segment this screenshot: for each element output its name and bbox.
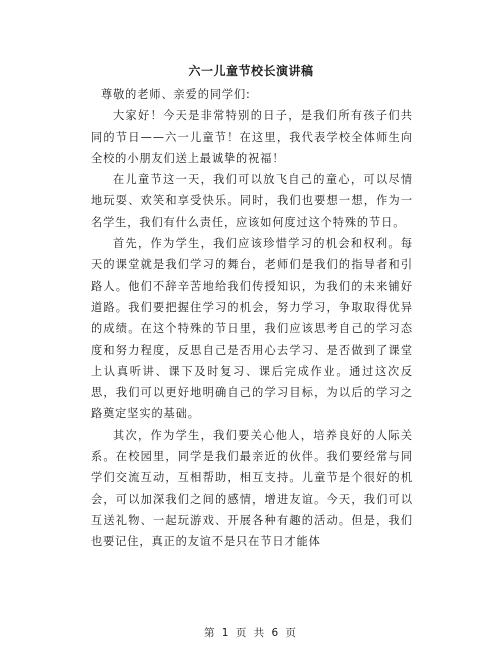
paragraph-greeting: 大家好！今天是非常特别的日子，是我们所有孩子们共同的节日——六一儿童节！在这里，我代表学校全体师生向全校的小朋友们送上最诚挚的祝福！ xyxy=(91,109,413,165)
document-title: 六一儿童节校长演讲稿 xyxy=(188,64,314,78)
salutation: 尊敬的老师、亲爱的同学们: xyxy=(101,88,251,101)
paragraph-study: 首先，作为学生，我们应该珍惜学习的机会和权利。每天的课堂就是我们学习的舞台，老师们是我们的指导者和引路人。他们不辞辛苦地给我们传授知识，为我们的未来铺好道路。我们要把握住学习的机会，努力学习，争取取得优异的成绩。在这个特殊的节日里，我们应该思考自己的学习态度和努力程度，反思自己是否用心去学习、是否做到了课堂上认真听讲、课下及时复习、课后完成作业。通过这次反思，我们可以更好地明确自己的学习目标，为以后的学习之路奠定坚实的基础。 xyxy=(91,237,413,421)
document-body xyxy=(91,84,413,553)
paragraph-friendship: 其次，作为学生，我们要关心他人，培养良好的人际关系。在校园里，同学是我们最亲近的伙伴。我们要经常与同学们交流互动，互相帮助，相互支持。儿童节是个很好的机会，可以加深我们之间的感情，增进友谊。今天，我们可以互送礼物、一起玩游戏、开展各种有趣的活动。但是，我们也要记住，真正的友谊不是只在节日才能体 xyxy=(91,428,413,549)
page-number-footer: 第 1 页 共 6 页 xyxy=(203,627,299,639)
paragraph-intro: 在儿童节这一天，我们可以放飞自己的童心，可以尽情地玩耍、欢笑和享受快乐。同时，我们也要想一想，作为一名学生，我们有什么责任，应该如何度过这个特殊的节日。 xyxy=(91,173,413,229)
